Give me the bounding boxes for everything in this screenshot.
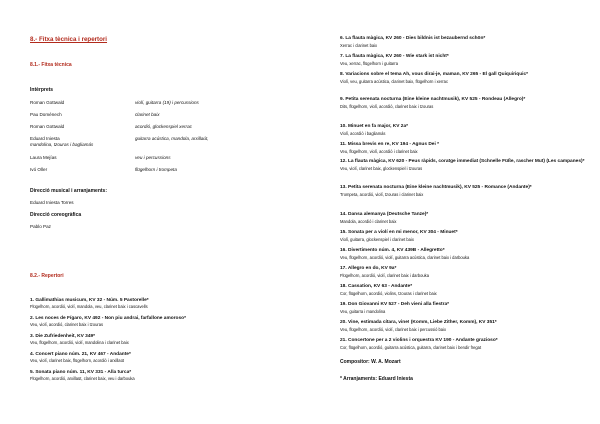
performer-name: Laura Mejías xyxy=(30,155,57,160)
piece-title: 9. Petita serenata nocturna (Eine kleine nachtmusik), KV 525 - Rondeau (Allegro)* xyxy=(340,97,526,102)
piece-instrumentation: Trompeta, acordió, violí, tzouras i clarinet baix xyxy=(340,192,424,198)
piece-title: 4. Concert piano núm. 21, KV 467 - Andante* xyxy=(30,352,131,357)
piece-title: 7. La flauta màgica, KV 260 - Wie stark ist nicht* xyxy=(340,54,449,59)
piece-instrumentation: Mandola, acordió i clarinet baix xyxy=(340,219,397,225)
arrangements-note: * Arranjaments: Eduard Iniesta xyxy=(340,376,413,382)
direccio-musical-heading: Direcció musical i arranjaments: xyxy=(30,188,107,194)
performer-role: flügelhorn i trompeta xyxy=(135,167,177,172)
performer-name: Pau Doménech xyxy=(30,112,62,117)
performer-name: Eduard Iniesta xyxy=(30,136,60,141)
piece-instrumentation: Veu, flügelhorn, violí, acordió i clarinet baix xyxy=(340,149,418,155)
piece-instrumentation: Cor, flügelhorn, acordió, guitarra acústica, guitarra, clarinet baix i bendir fregat xyxy=(340,345,482,351)
piece-instrumentation: Violí, guitarra, glockenspiel i clarinet baix xyxy=(340,237,414,243)
repertoire-item xyxy=(340,302,592,314)
section-title: 8.- Fitxa tècnica i repertori xyxy=(30,36,108,43)
performer-name: Roman Gottwald xyxy=(30,100,65,105)
piece-title: 14. Dansa alemanya (Deutsche Tanze)* xyxy=(340,212,429,217)
repertoire-item xyxy=(340,185,592,197)
piece-instrumentation: Veu, flügelhorn, acordió, violí, guitarra acústica, clarinet baix i darbouka xyxy=(340,255,470,261)
repertoire-item xyxy=(340,54,592,66)
performer-name: Roman Gottwald xyxy=(30,124,65,129)
performer-name: Ivó Oller xyxy=(30,167,48,172)
piece-instrumentation: Xerrac i clarinet baix xyxy=(340,43,378,49)
repertoire-item xyxy=(30,370,298,381)
repertoire-item xyxy=(30,298,298,309)
piece-title: 10. Minuet en fa major, KV 2a* xyxy=(340,124,408,129)
repertoire-item xyxy=(340,36,592,48)
piece-title: 15. Sonata per a violí en mi menor, KV 304 - Minuet* xyxy=(340,230,458,235)
repertoire-item xyxy=(340,212,592,224)
piece-title: 2. Les noces de Fígaro, KV 492 - Non piu andrai, farfallone amoroso* xyxy=(30,316,186,321)
piece-title: 17. Allegro en do, KV 9a* xyxy=(340,266,397,271)
piece-title: 6. La flauta màgica, KV 260 - Dies bildnis ist bezaubernd schön* xyxy=(340,36,486,41)
piece-instrumentation: Veu, guitarra i mandolina xyxy=(340,309,386,315)
composer-line: Compositor: W. A. Mozart xyxy=(340,359,401,365)
performer-role: violí, guitarra (19) i percussions xyxy=(135,100,199,105)
piece-title: 8. Variacions sobre el tema Ah, vous dirai-je, maman, KV 265 - El gall Quiquiriquic* xyxy=(340,72,529,77)
direccio-musical-name: Eduard Iniesta Torres xyxy=(30,200,74,205)
piece-instrumentation: Violí, acordió i bagliamás xyxy=(340,131,386,137)
piece-title: 20. Vine, estimada cítara, vine! (Komm, Liebe Zither, Komm), KV 351* xyxy=(340,320,497,325)
performer-role: clarinet baix xyxy=(135,112,160,117)
performer-role-continued: mandolina, tzouras i bagliamás xyxy=(30,142,94,147)
performer-role: veu i percussions xyxy=(135,155,171,160)
repertoire-item xyxy=(340,248,592,260)
piece-title: 21. Concertone per a 2 violins i orquestra KV 190 - Andante grazioso* xyxy=(340,338,498,343)
piece-instrumentation: Violí, veu, guitarra acústica, clarinet baix, flügelhorn i xerrac xyxy=(340,79,449,85)
performer-role: acordió, glockenspiel xerrac xyxy=(135,124,192,129)
direccio-coreografica-name: Pablo Paz xyxy=(30,224,51,229)
piece-title: 16. Divertimento núm. 4, KV 439B - Allegretto* xyxy=(340,248,445,253)
piece-instrumentation: Cor, flügelhorn, acordió, violins, tzouras i clarinet baix xyxy=(340,291,437,297)
piece-title: 5. Sonata piano núm. 11, KV 331 - Alla turca* xyxy=(30,370,132,375)
piece-title: 11. Missa brevis en re, KV 194 - Agnus Dei * xyxy=(340,142,440,147)
fitxa-tecnica-heading: 8.1.- Fitxa tècnica xyxy=(30,62,72,68)
interprets-heading: Intèrprets xyxy=(30,87,54,93)
piece-instrumentation: Veu, xerrac, flügelhorn i guitarra xyxy=(340,61,399,67)
piece-instrumentation: Dits, flügelhorn, violí, acordió, clarinet baix i tzouras xyxy=(340,104,434,110)
piece-instrumentation: Veu, violí, clarinet baix, flügelhorn, acordió i arxillaüt xyxy=(30,358,124,364)
piece-title: 3. Die Zufriedenheit, KV 349* xyxy=(30,334,96,339)
direccio-coreografica-heading: Direcció coreogràfica xyxy=(30,212,82,218)
repertoire-item xyxy=(340,72,592,84)
repertoire-item xyxy=(340,124,592,136)
performer-role: guitarra acústica, mandola, arxillaút, xyxy=(135,136,209,141)
repertoire-item xyxy=(340,284,592,296)
piece-instrumentation: Veu, flügelhorn, acordió, violí, mandolina i clarinet baix xyxy=(30,340,129,346)
piece-instrumentation: Veu, flügelhorn, acordió, violí, clarinet baix i percussió baix xyxy=(340,327,447,333)
piece-instrumentation: Flügelhorn, acordió, violí, clarinet baix i darbouka xyxy=(340,273,429,279)
repertoire-item xyxy=(340,159,592,171)
piece-instrumentation: Veu, violí, acordió, clarinet baix i tzouras xyxy=(30,322,104,328)
repertoire-item xyxy=(340,97,592,109)
piece-instrumentation: Flügelhorn, acordió, arxillaüt, clarinet baix, veu i darbouka xyxy=(30,376,135,382)
repertoire-item xyxy=(340,338,592,350)
piece-instrumentation: Veu, violí, clarinet baix, glockenspiel i tzouras xyxy=(340,166,423,172)
repertoire-item xyxy=(30,316,298,327)
repertoire-item xyxy=(340,266,592,278)
repertoire-item xyxy=(340,142,592,154)
piece-title: 13. Petita serenata nocturna (Eine kleine nachtmusik), KV 525 - Romance (Andante)* xyxy=(340,185,532,190)
piece-title: 12. La flauta màgica, KV 620 - Peus ràpids, coratge immediat (Schnelle Füße, rascher Mut) (Les campanes)* xyxy=(340,159,585,164)
repertoire-item xyxy=(30,334,298,345)
piece-title: 19. Don Giovanni KV 527 - Deh vieni alla fiestra* xyxy=(340,302,450,307)
piece-title: 18. Cassation, KV 63 - Andante* xyxy=(340,284,413,289)
repertoire-item xyxy=(30,352,298,363)
repertoire-item xyxy=(340,320,592,332)
piece-title: 1. Gallimathias musicum, KV 32 - Núm. 5 Pastorelle* xyxy=(30,298,149,303)
repertoire-item xyxy=(340,230,592,242)
piece-instrumentation: Flügelhorn, acordió, violí, mandola, veu, clarinet baix i cascavells xyxy=(30,304,148,310)
repertori-heading: 8.2.- Repertori xyxy=(30,273,64,279)
